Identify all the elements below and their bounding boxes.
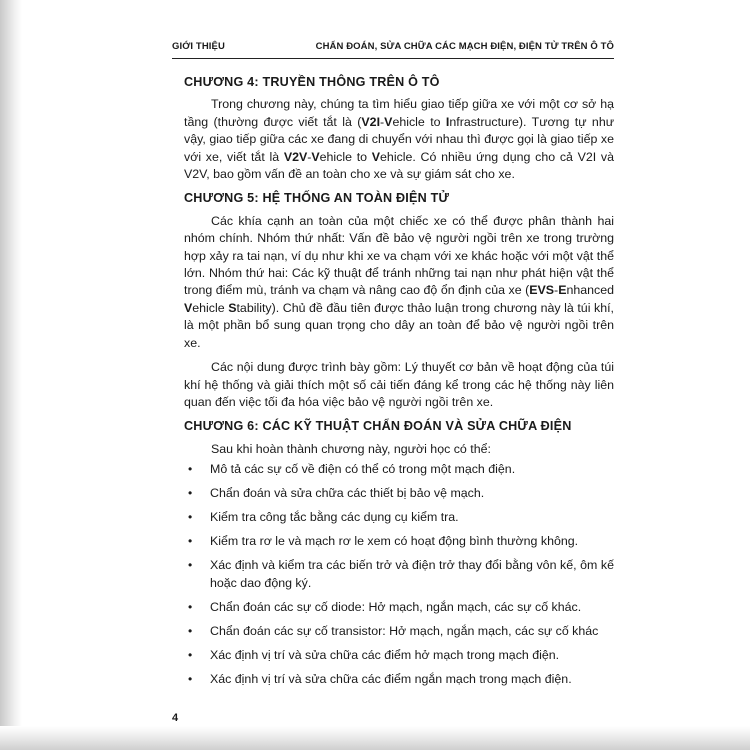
- chapter-6-title: CHƯƠNG 6: CÁC KỸ THUẬT CHẨN ĐOÁN VÀ SỬA CHỮA ĐIỆN: [184, 419, 572, 434]
- page-number: 4: [172, 712, 179, 724]
- objective-list-item: • Chẩn đoán các sự cố diode: Hở mạch, ngắn mạch, các sự cố khác.: [184, 599, 614, 616]
- chapter-6-objectives-list: [184, 461, 614, 688]
- chapter-5-paragraph-2: Các nội dung được trình bày gồm: Lý thuyết cơ bản về hoạt động của túi khí hệ thống và giải thích một số cải tiến đáng kể trong các hệ thống này liên quan đến việc tối đa hóa việc bảo vệ người ngồi trên xe.: [184, 360, 614, 409]
- bullet-icon: •: [188, 599, 193, 614]
- objective-list-item: • Xác định và kiểm tra các biến trở và điện trở thay đổi bằng vôn kế, ôm kế hoặc dao động ký.: [188, 558, 614, 590]
- bullet-icon: •: [188, 534, 193, 549]
- book-page: [172, 28, 614, 728]
- scan-edge-shadow-bottom: [0, 726, 750, 750]
- objective-list-item: • Chẩn đoán các sự cố transistor: Hở mạch, ngắn mạch, các sự cố khác: [184, 623, 614, 640]
- scan-edge-shadow-left: [0, 0, 22, 750]
- chapter-5-title: CHƯƠNG 5: HỆ THỐNG AN TOÀN ĐIỆN TỬ: [184, 191, 450, 206]
- bullet-icon: •: [188, 486, 193, 501]
- objective-list-item: • Mô tả các sự cố về điện có thể có trong một mạch điện.: [184, 461, 614, 478]
- chapter-4-paragraph: Trong chương này, chúng ta tìm hiểu giao tiếp giữa xe với một cơ sở hạ tầng (thường được viết tắt là (V2I-Vehicle to Infrastructure). Tương tự như vậy, giao tiếp giữa các xe đang di chuyển với nhau thì được gọi là giao tiếp xe với xe, viết tắt là V2V-Vehicle to Vehicle. Có nhiều ứng dụng cho cả V2I và V2V, bao gồm vấn đề an toàn cho xe và sự giám sát cho xe.: [184, 97, 615, 182]
- page-body: [184, 74, 614, 695]
- bullet-icon: •: [188, 671, 193, 686]
- objective-list-item: • Xác định vị trí và sửa chữa các điểm hở mạch trong mạch điện.: [184, 647, 614, 664]
- chapter-4-title: CHƯƠNG 4: TRUYỀN THÔNG TRÊN Ô TÔ: [184, 75, 440, 89]
- bullet-icon: •: [188, 558, 193, 573]
- objective-list-item: • Kiểm tra rơ le và mạch rơ le xem có hoạt động bình thường không.: [184, 533, 614, 550]
- chapter-6-intro: Sau khi hoàn thành chương này, người học có thể:: [211, 441, 491, 456]
- objective-list-item: • Kiểm tra công tắc bằng các dụng cụ kiểm tra.: [184, 509, 614, 526]
- header-book-title: CHẨN ĐOÁN, SỬA CHỮA CÁC MẠCH ĐIỆN, ĐIỆN TỬ TRÊN Ô TÔ: [315, 41, 614, 52]
- bullet-icon: •: [188, 462, 193, 477]
- bullet-icon: •: [188, 623, 193, 638]
- header-section-label: GIỚI THIỆU: [172, 41, 225, 52]
- header-rule: [172, 58, 614, 59]
- bullet-icon: •: [188, 510, 193, 525]
- running-header: [172, 41, 614, 57]
- objective-list-item: • Xác định vị trí và sửa chữa các điểm ngắn mạch trong mạch điện.: [184, 671, 614, 688]
- bullet-icon: •: [188, 647, 193, 662]
- chapter-5-paragraph-1: Các khía cạnh an toàn của một chiếc xe có thể được phân thành hai nhóm chính. Nhóm thứ nhất: Vấn đề bảo vệ người ngồi trên xe trong trường hợp xảy ra tai nạn, ví dụ như khi xe va chạm với xe khác hoặc với một vật thể lớn. Nhóm thứ hai: Các kỹ thuật để tránh những tai nạn như phát hiện vật thể trong điểm mù, tránh va chạm và nâng cao độ ổn định của xe (EVS-Enhanced Vehicle Stability). Chủ đề đầu tiên được thảo luận trong chương này là túi khí, là một phần bổ sung quan trọng cho dây an toàn để bảo vệ người ngồi trên xe.: [184, 213, 614, 350]
- objective-list-item: • Chẩn đoán và sửa chữa các thiết bị bảo vệ mạch.: [184, 485, 614, 502]
